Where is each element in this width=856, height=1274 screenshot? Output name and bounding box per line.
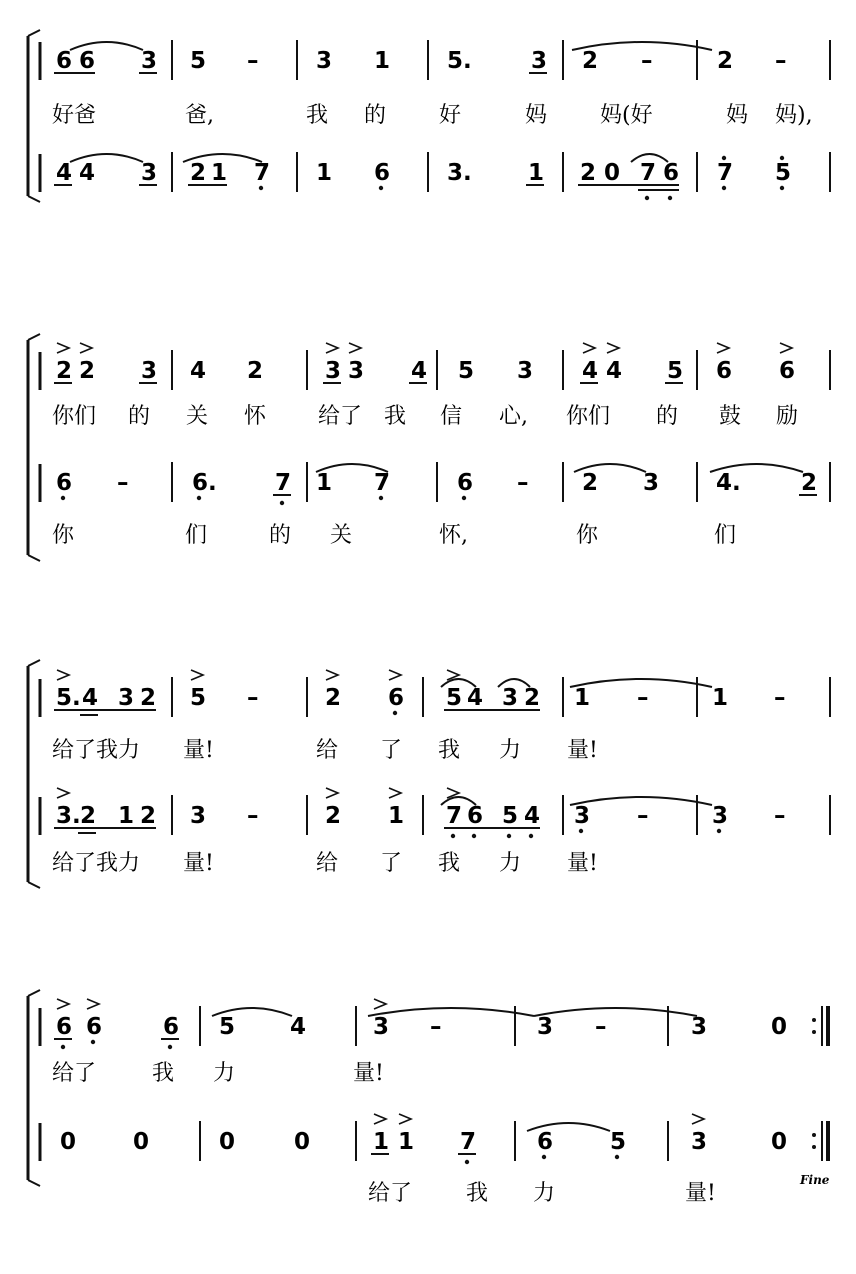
lyric: 给了 [52,1061,97,1086]
note: 3 [574,803,591,829]
accent-mark [374,999,386,1009]
note: 4 [606,358,623,384]
accent-mark [326,343,338,353]
note: 4. [716,470,741,496]
lyric: 们 [714,523,737,548]
lyric: 给 [316,738,339,763]
accent-mark [326,670,338,680]
lyric: 好爸 [52,103,97,128]
repeat-dot [812,1145,816,1149]
system-bracket-hook [28,196,40,202]
note: 6 [457,470,474,496]
note: 3 [691,1014,708,1040]
note: 2 [140,803,157,829]
note: 5 [502,803,519,829]
lyric: 力 [213,1061,236,1086]
note: 0 [771,1129,788,1155]
lyric: 关 [330,523,353,548]
note: – [117,470,129,496]
note: 2 [80,803,97,829]
note: 4 [56,160,73,186]
note: 7 [275,470,292,496]
lyric: 量! [353,1061,384,1086]
octave-dot-below [722,186,726,190]
note: 6 [56,470,73,496]
lyric: 了 [380,851,403,876]
note: 0 [294,1129,311,1155]
note: 6 [86,1014,103,1040]
lyric: 妈 [726,103,749,128]
octave-dot-below [465,1160,469,1164]
note: 5 [775,160,792,186]
note: 4 [524,803,541,829]
note: 7 [640,160,657,186]
note: 6 [467,803,484,829]
note: 5. [56,685,81,711]
note: 1 [316,470,333,496]
note: 5 [446,685,463,711]
note: 5 [458,358,475,384]
note: 6 [779,358,796,384]
lyric: 心, [499,404,528,429]
note: 3 [537,1014,554,1040]
lyric: 给 [316,851,339,876]
lyric: 量! [685,1181,716,1206]
note: 3 [141,358,158,384]
note: 3 [325,358,342,384]
note: 4 [411,358,428,384]
accent-mark [326,788,338,798]
note: 2 [524,685,541,711]
note: 7 [446,803,463,829]
note: 1 [316,160,333,186]
lyric: 信 [440,404,463,429]
lyric: 的 [269,523,292,548]
note: 1 [374,48,391,74]
lyric: 给了 [318,404,363,429]
note: 3 [373,1014,390,1040]
note: 4 [190,358,207,384]
lyric: 量! [567,738,598,763]
system-bracket-hook [28,660,40,666]
accent-mark [57,788,69,798]
lyric: 我 [466,1181,489,1206]
note: 5 [190,48,207,74]
octave-dot-below [379,496,383,500]
lyric: 量! [183,738,214,763]
note: 2 [582,48,599,74]
lyric: 量! [183,851,214,876]
note: – [517,470,529,496]
lyric: 的 [128,404,151,429]
score-marks [28,30,830,1206]
accent-mark [389,788,401,798]
note: 2 [325,685,342,711]
lyric: 我 [384,404,407,429]
note: 3 [141,48,158,74]
note: 1 [528,160,545,186]
octave-dot-below [717,829,721,833]
octave-dot-below [280,501,284,505]
lyric: 力 [533,1181,556,1206]
accent-mark [57,670,69,680]
note: – [637,685,649,711]
note: – [247,803,259,829]
note: 3 [643,470,660,496]
system-bracket-hook [28,555,40,561]
system-bracket-hook [28,990,40,996]
octave-dot-below [529,834,533,838]
octave-dot-below [668,196,672,200]
note: 7 [374,470,391,496]
note: 2 [717,48,734,74]
note: – [774,803,786,829]
note: 6 [663,160,680,186]
note: 3 [348,358,365,384]
accent-mark [80,343,92,353]
note: 6 [56,48,73,74]
tie [368,1008,534,1016]
note: 2 [580,160,597,186]
octave-dot-above [722,156,726,160]
lyric: 你们 [52,404,97,429]
octave-dot-below [645,196,649,200]
note: 6 [56,1014,73,1040]
octave-dot-below [542,1155,546,1159]
accent-mark [349,343,361,353]
note: 7 [717,160,734,186]
system-bracket-hook [28,882,40,888]
note: – [641,48,653,74]
lyric: 励 [776,404,799,429]
lyric: 关 [186,404,209,429]
accent-mark [374,1114,386,1124]
octave-dot-below [462,496,466,500]
note: 3 [712,803,729,829]
lyric: 的 [656,404,679,429]
note: 2 [582,470,599,496]
note: 6 [537,1129,554,1155]
note: 6 [716,358,733,384]
note: 6 [79,48,96,74]
note: 0 [60,1129,77,1155]
note: 1 [712,685,729,711]
note: – [775,48,787,74]
system-bracket-hook [28,334,40,340]
octave-dot-above [780,156,784,160]
note: 2 [56,358,73,384]
lyric: 给了我力 [52,851,141,876]
octave-dot-below [393,711,397,715]
lyric: 爸, [185,103,214,128]
note: 0 [219,1129,236,1155]
note: 1 [398,1129,415,1155]
note: 4 [582,358,599,384]
octave-dot-below [451,834,455,838]
note: 4 [82,685,99,711]
lyric: 了 [380,738,403,763]
lyric: 怀, [439,523,468,548]
note: – [637,803,649,829]
octave-dot-below [259,186,263,190]
note: 2 [79,358,96,384]
repeat-dot [812,1018,816,1022]
note: 0 [133,1129,150,1155]
note: 3 [691,1129,708,1155]
note: 5. [447,48,472,74]
octave-dot-below [61,1045,65,1049]
lyric: 你 [576,523,599,548]
accent-mark [692,1114,704,1124]
note: 5 [190,685,207,711]
note: 1 [388,803,405,829]
repeat-dot [812,1030,816,1034]
note: 0 [771,1014,788,1040]
note: 1 [118,803,135,829]
accent-mark [87,999,99,1009]
note: 6 [374,160,391,186]
accent-mark [399,1114,411,1124]
note: – [430,1014,442,1040]
note: 2 [190,160,207,186]
octave-dot-below [61,496,65,500]
note: 3. [447,160,472,186]
note: 3 [316,48,333,74]
lyric: 我 [152,1061,175,1086]
note: – [247,685,259,711]
lyric: 的 [364,103,387,128]
accent-mark [717,343,729,353]
note: 1 [373,1129,390,1155]
note: 3. [56,803,81,829]
note: 6. [192,470,217,496]
lyric: 力 [499,851,522,876]
lyric: 妈(好 [600,103,653,128]
note: 6 [388,685,405,711]
note: 6 [163,1014,180,1040]
note: 2 [801,470,818,496]
lyric: 我 [306,103,329,128]
note: 5 [219,1014,236,1040]
lyric: 你们 [566,404,611,429]
tie [534,1008,697,1016]
lyric: 鼓 [719,404,742,429]
note: 5 [667,358,684,384]
note: 3 [190,803,207,829]
octave-dot-below [379,186,383,190]
octave-dot-below [780,186,784,190]
note: 3 [118,685,135,711]
lyric: 给了 [368,1181,413,1206]
accent-mark [583,343,595,353]
note: 4 [467,685,484,711]
lyric: 怀 [244,404,267,429]
lyric: 我 [438,851,461,876]
octave-dot-below [168,1045,172,1049]
note: 3 [502,685,519,711]
lyric: 给了我力 [52,738,141,763]
fine-label: Fine [800,1173,830,1187]
note: 3 [517,358,534,384]
lyric: 量! [567,851,598,876]
accent-mark [57,343,69,353]
lyric: 好 [439,103,462,128]
octave-dot-below [615,1155,619,1159]
note: 0 [604,160,621,186]
note: 1 [211,160,228,186]
octave-dot-below [472,834,476,838]
lyric: 我 [438,738,461,763]
note: 2 [247,358,264,384]
note: 1 [574,685,591,711]
note: 3 [141,160,158,186]
accent-mark [191,670,203,680]
octave-dot-below [197,496,201,500]
note: – [247,48,259,74]
system-bracket-hook [28,1180,40,1186]
lyric: 们 [185,523,208,548]
note: 3 [531,48,548,74]
note: 5 [610,1129,627,1155]
octave-dot-below [507,834,511,838]
note: 4 [290,1014,307,1040]
lyric: 力 [499,738,522,763]
lyric: 妈), [775,103,813,128]
accent-mark [780,343,792,353]
lyric: 你 [52,523,75,548]
note: 2 [140,685,157,711]
accent-mark [57,999,69,1009]
note: – [774,685,786,711]
octave-dot-below [91,1040,95,1044]
lyric: 妈 [525,103,548,128]
note: 7 [254,160,271,186]
note: 7 [460,1129,477,1155]
accent-mark [389,670,401,680]
repeat-dot [812,1133,816,1137]
note: – [595,1014,607,1040]
note: 2 [325,803,342,829]
note: 4 [79,160,96,186]
accent-mark [607,343,619,353]
octave-dot-below [579,829,583,833]
system-bracket-hook [28,30,40,36]
